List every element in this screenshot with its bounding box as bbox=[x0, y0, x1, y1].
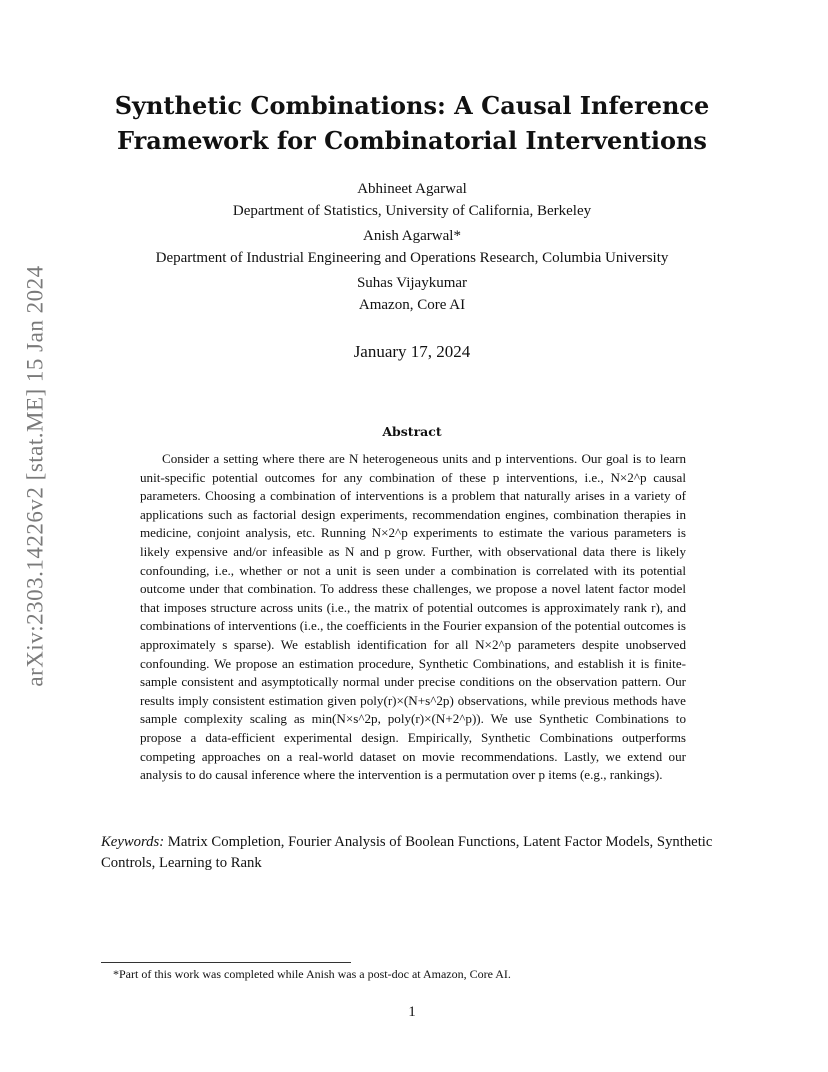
abstract-body: Consider a setting where there are N heterogeneous units and p interventions. Our goal is to learn unit-specific potential outcomes for any combination of these p interventions, i.e., N×2^p causal parameters. Choosing a combination of interventions is a problem that naturally arises in a variety of applications such as factorial design experiments, recommendation engines, combination therapies in medicine, conjoint analysis, etc. Running N×2^p experiments to estimate the various parameters is likely expensive and/or infeasible as N and p grow. Further, with observational data there is likely confounding, i.e., whether or not a unit is seen under a combination is correlated with its potential outcome under that combination. To address these challenges, we propose a novel latent factor model that imposes structure across units (i.e., the matrix of potential outcomes is approximately rank r), and combinations of interventions (i.e., the coefficients in the Fourier expansion of the potential outcomes is approximately s sparse). We establish identification for all N×2^p parameters despite unobserved confounding. We propose an estimation procedure, Synthetic Combinations, and establish it is finite-sample consistent and asymptotically normal under precise conditions on the observation pattern. Our results imply consistent estimation given poly(r)×(N+s^2p) observations, while previous methods have sample complexity scaling as min(N×s^2p, poly(r)×(N+2^p)). We use Synthetic Combinations to propose a data-efficient experimental design. Empirically, Synthetic Combinations outperforms competing approaches on a real-world dataset on movie recommendations. Lastly, we extend our analysis to do causal inference where the intervention is a permutation over p items (e.g., rankings). bbox=[140, 451, 686, 783]
abstract-heading: Abstract bbox=[382, 424, 442, 439]
author-affiliation: Amazon, Core AI bbox=[358, 297, 466, 313]
author-block bbox=[90, 178, 734, 316]
author-name: Anish Agarwal* bbox=[363, 228, 461, 244]
arxiv-identifier: arXiv:2303.14226v2 [stat.ME] 15 Jan 2024 bbox=[23, 265, 48, 687]
page-number: 1 bbox=[408, 1004, 416, 1020]
paper-title bbox=[90, 88, 734, 158]
keywords-list: Matrix Completion, Fourier Analysis of Boolean Functions, Latent Factor Models, Synthetic Controls, Learning to Rank bbox=[101, 834, 713, 871]
arxiv-side-stamp bbox=[10, 265, 62, 687]
title-line-1: Synthetic Combinations: A Causal Inference bbox=[114, 91, 710, 120]
author-name: Suhas Vijaykumar bbox=[356, 275, 468, 291]
footnote-divider bbox=[101, 962, 351, 963]
author-name: Abhineet Agarwal bbox=[357, 181, 467, 197]
footnote: *Part of this work was completed while Anish was a post-doc at Amazon, Core AI. bbox=[113, 967, 511, 981]
keywords-label: Keywords: bbox=[101, 834, 165, 850]
keywords bbox=[101, 832, 729, 874]
publication-date: January 17, 2024 bbox=[353, 342, 471, 361]
author-affiliation: Department of Industrial Engineering and Operations Research, Columbia University bbox=[155, 250, 669, 266]
title-line-2: Framework for Combinatorial Interventions bbox=[117, 126, 707, 155]
author-affiliation: Department of Statistics, University of California, Berkeley bbox=[232, 203, 592, 219]
